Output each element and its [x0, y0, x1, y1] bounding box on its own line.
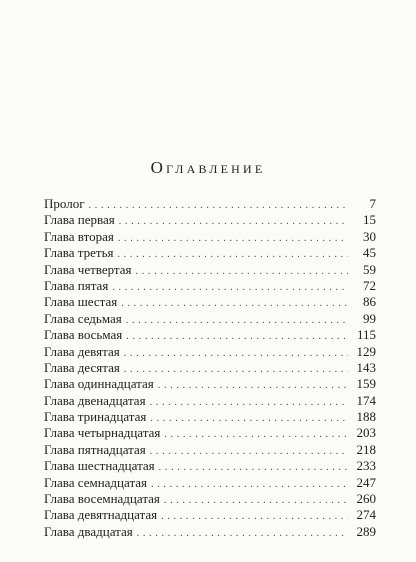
- dot-leader: [89, 198, 348, 214]
- toc-entry: [44, 425, 376, 441]
- toc-entry: [44, 327, 376, 343]
- dot-leader: [117, 247, 348, 263]
- dot-leader: [126, 329, 348, 345]
- dot-leader: [119, 214, 348, 230]
- dot-leader: [158, 378, 348, 394]
- toc-entry-label: Глава пятая: [44, 278, 112, 294]
- page-title: Оглавление: [150, 158, 266, 177]
- toc-entry: [44, 475, 376, 491]
- toc-entry: [44, 507, 376, 523]
- toc-entry-page: 72: [348, 278, 376, 294]
- toc-entry: [44, 524, 376, 540]
- toc-entry-label: Глава восемнадцатая: [44, 491, 164, 507]
- toc-entry-page: 159: [348, 376, 376, 392]
- toc-entry-label: Глава тринадцатая: [44, 409, 150, 425]
- toc-entry-label: Пролог: [44, 196, 89, 212]
- table-of-contents: [44, 196, 376, 540]
- toc-entry-page: 274: [348, 507, 376, 523]
- toc-entry: [44, 229, 376, 245]
- dot-leader: [118, 231, 348, 247]
- toc-entry: [44, 376, 376, 392]
- toc-entry-label: Глава седьмая: [44, 311, 126, 327]
- toc-entry-label: Глава двенадцатая: [44, 393, 150, 409]
- toc-entry-label: Глава одиннадцатая: [44, 376, 158, 392]
- toc-entry-label: Глава вторая: [44, 229, 118, 245]
- dot-leader: [124, 346, 348, 362]
- toc-entry-label: Глава четвертая: [44, 262, 136, 278]
- toc-entry-label: Глава третья: [44, 245, 117, 261]
- toc-entry-page: 7: [348, 196, 376, 212]
- toc-entry-page: 99: [348, 311, 376, 327]
- toc-entry-page: 86: [348, 294, 376, 310]
- toc-entry-page: 188: [348, 409, 376, 425]
- toc-entry-page: 30: [348, 229, 376, 245]
- toc-entry-page: 174: [348, 393, 376, 409]
- toc-entry-page: 129: [348, 344, 376, 360]
- toc-entry-page: 218: [348, 442, 376, 458]
- toc-entry-label: Глава пятнадцатая: [44, 442, 150, 458]
- toc-entry-page: 143: [348, 360, 376, 376]
- dot-leader: [159, 460, 348, 476]
- dot-leader: [137, 526, 348, 542]
- dot-leader: [150, 444, 348, 460]
- toc-entry-page: 289: [348, 524, 376, 540]
- toc-entry-page: 59: [348, 262, 376, 278]
- dot-leader: [136, 264, 348, 280]
- dot-leader: [161, 509, 348, 525]
- dot-leader: [164, 493, 348, 509]
- dot-leader: [126, 313, 348, 329]
- toc-entry: [44, 212, 376, 228]
- toc-entry-label: Глава девятая: [44, 344, 124, 360]
- toc-entry-page: 115: [348, 327, 376, 343]
- toc-entry-label: Глава девятнадцатая: [44, 507, 161, 523]
- toc-entry: [44, 294, 376, 310]
- toc-entry-page: 203: [348, 425, 376, 441]
- toc-entry: [44, 196, 376, 212]
- dot-leader: [164, 427, 348, 443]
- dot-leader: [151, 477, 348, 493]
- toc-entry-label: Глава шестая: [44, 294, 121, 310]
- toc-entry: [44, 409, 376, 425]
- toc-entry-page: 247: [348, 475, 376, 491]
- toc-entry-label: Глава двадцатая: [44, 524, 137, 540]
- toc-entry: [44, 262, 376, 278]
- toc-entry-label: Глава шестнадцатая: [44, 458, 159, 474]
- toc-entry-label: Глава первая: [44, 212, 119, 228]
- toc-entry: [44, 442, 376, 458]
- toc-entry-page: 233: [348, 458, 376, 474]
- toc-entry-label: Глава восьмая: [44, 327, 126, 343]
- toc-entry: [44, 491, 376, 507]
- toc-entry: [44, 311, 376, 327]
- toc-entry: [44, 278, 376, 294]
- toc-entry-page: 45: [348, 245, 376, 261]
- toc-entry-label: Глава десятая: [44, 360, 124, 376]
- toc-entry: [44, 245, 376, 261]
- toc-entry-label: Глава семнадцатая: [44, 475, 151, 491]
- toc-entry: [44, 360, 376, 376]
- toc-entry: [44, 458, 376, 474]
- dot-leader: [112, 280, 348, 296]
- toc-entry-page: 15: [348, 212, 376, 228]
- toc-entry-page: 260: [348, 491, 376, 507]
- dot-leader: [150, 395, 348, 411]
- toc-entry: [44, 344, 376, 360]
- toc-entry: [44, 393, 376, 409]
- dot-leader: [150, 411, 348, 427]
- toc-entry-label: Глава четырнадцатая: [44, 425, 164, 441]
- dot-leader: [121, 296, 348, 312]
